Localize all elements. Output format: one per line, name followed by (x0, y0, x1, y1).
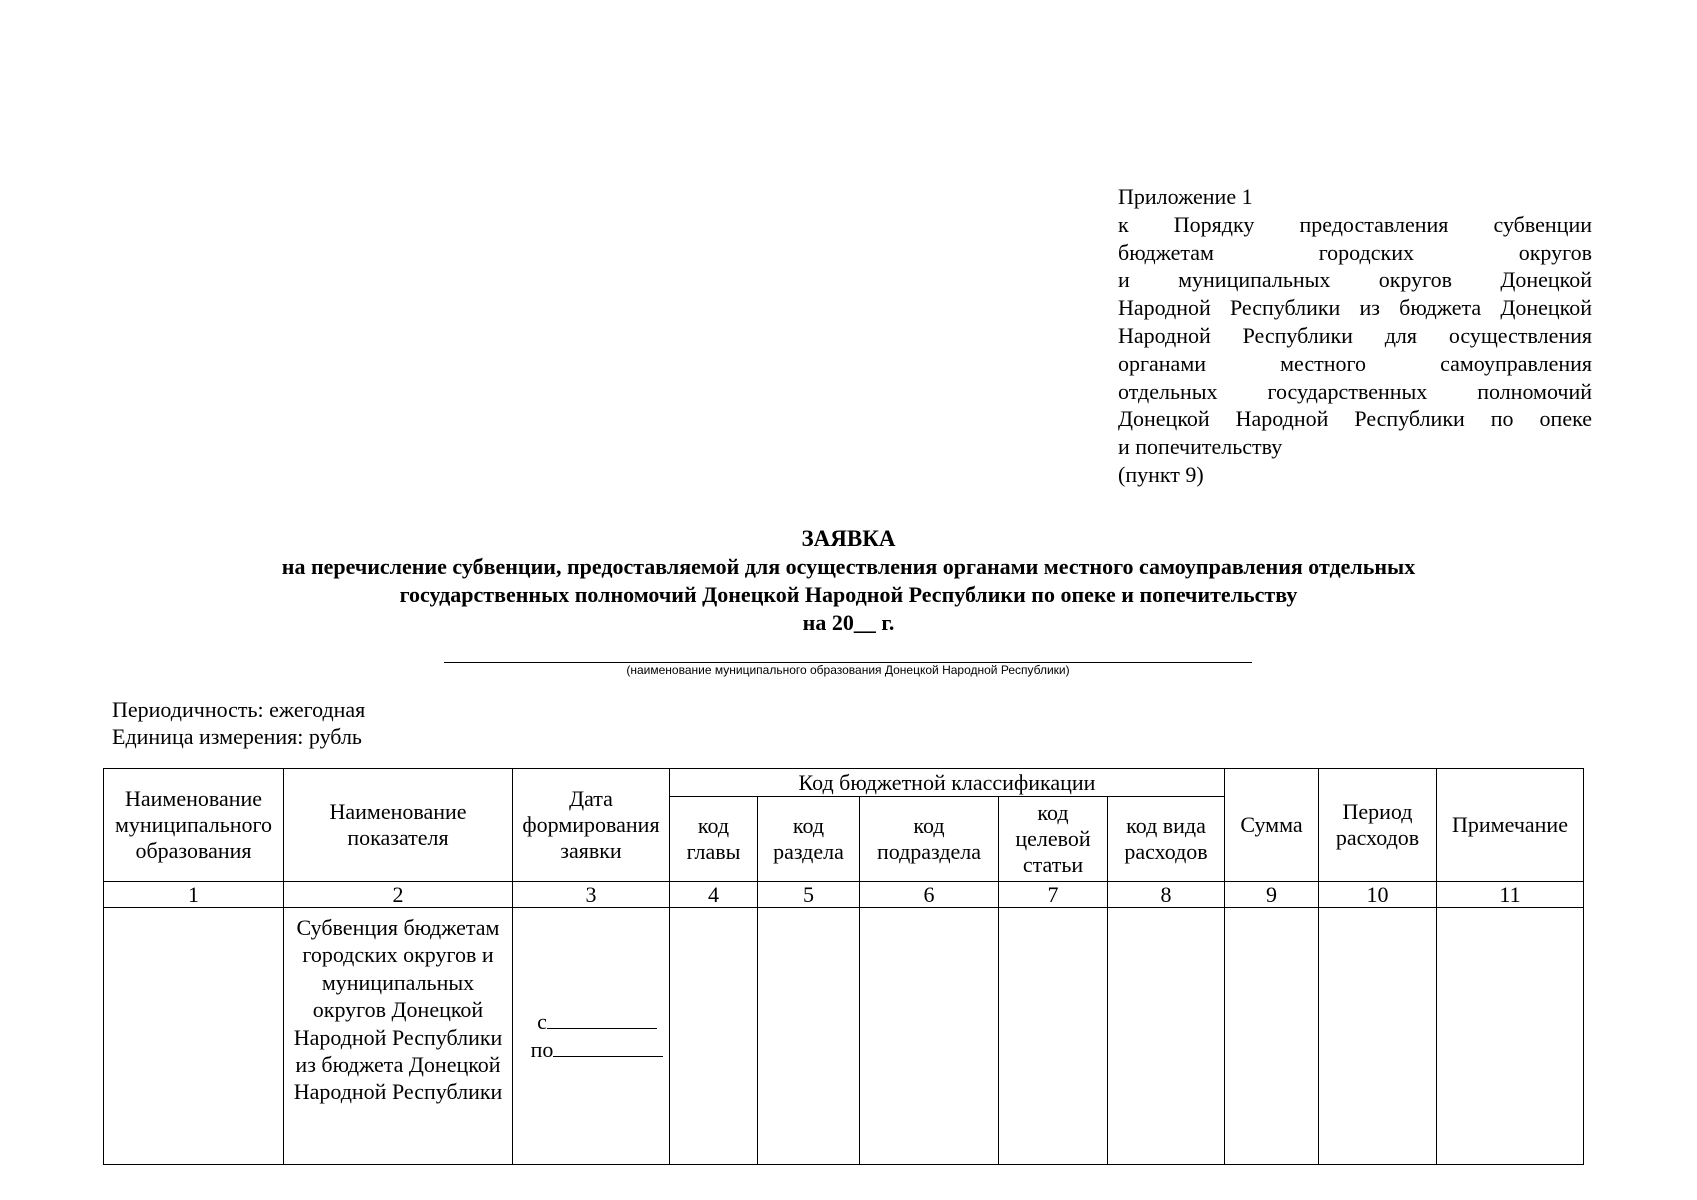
document-title (0, 525, 1697, 637)
appendix-line: и муниципальных округов Донецкой (1118, 267, 1592, 293)
header-date: Дата формирования заявки (513, 769, 670, 882)
title-line-1: на перечисление субвенции, предоставляемой для осуществления органами местного самоуправления отдельных (281, 554, 1416, 579)
date-from-label: с (537, 1009, 547, 1034)
column-number: 10 (1319, 882, 1437, 908)
appendix-line: бюджетам городских округов (1118, 239, 1592, 265)
header-section-code: код раздела (758, 797, 860, 882)
title-line-3: на 20__ г. (802, 610, 895, 635)
header-period: Период расходов (1319, 769, 1437, 882)
header-budget-classification: Код бюджетной классификации (670, 769, 1225, 797)
cell-municipality[interactable] (104, 908, 284, 1165)
cell-expense-type-code[interactable] (1108, 908, 1225, 1165)
appendix-note (1118, 183, 1592, 489)
report-meta (112, 696, 365, 750)
title-heading: ЗАЯВКА (801, 526, 896, 551)
header-target-code: код целевой статьи (999, 797, 1108, 882)
appendix-line: Народной Республики из бюджета Донецкой (1118, 295, 1592, 321)
cell-target-code[interactable] (999, 908, 1108, 1165)
column-number: 7 (999, 882, 1108, 908)
column-number: 6 (860, 882, 999, 908)
header-indicator: Наименование показателя (284, 769, 513, 882)
date-to-blank[interactable] (553, 1056, 663, 1057)
cell-period[interactable] (1319, 908, 1437, 1165)
date-from-blank[interactable] (547, 1028, 657, 1029)
header-expense-type-code: код вида расходов (1108, 797, 1225, 882)
column-number: 8 (1108, 882, 1225, 908)
appendix-line: Донецкой Народной Республики по опеке (1118, 406, 1592, 432)
date-to-label: по (530, 1037, 554, 1062)
unit-of-measure: Единица измерения: рубль (112, 724, 362, 749)
column-number: 9 (1225, 882, 1319, 908)
column-number: 11 (1437, 882, 1584, 908)
appendix-line: отдельных государственных полномочий (1118, 378, 1592, 404)
municipality-caption: (наименование муниципального образования Донецкой Народной Республики) (626, 663, 1070, 677)
cell-section-code[interactable] (758, 908, 860, 1165)
header-subsection-code: код подраздела (860, 797, 999, 882)
request-table (103, 768, 1584, 1165)
appendix-line: (пункт 9) (1118, 461, 1204, 487)
appendix-line: органами местного самоуправления (1118, 350, 1592, 376)
appendix-line: Народной Республики для осуществления (1118, 322, 1592, 348)
column-number: 5 (758, 882, 860, 908)
appendix-line: к Порядку предоставления субвенции (1118, 211, 1592, 237)
cell-chapter-code[interactable] (670, 908, 758, 1165)
cell-indicator: Субвенция бюджетам городских округов и муниципальных округов Донецкой Народной Республики из бюджета Донецкой Народной Республики (284, 908, 513, 1165)
cell-subsection-code[interactable] (860, 908, 999, 1165)
header-chapter-code: код главы (670, 797, 758, 882)
column-number: 3 (513, 882, 670, 908)
column-number: 1 (104, 882, 284, 908)
title-line-2: государственных полномочий Донецкой Народной Республики по опеке и попечительству (399, 582, 1298, 607)
appendix-line: и попечительству (1118, 434, 1283, 460)
header-amount: Сумма (1225, 769, 1319, 882)
header-note: Примечание (1437, 769, 1584, 882)
header-municipality: Наименование муниципального образования (104, 769, 284, 882)
cell-date-range[interactable] (513, 908, 670, 1165)
appendix-line: Приложение 1 (1118, 184, 1253, 209)
column-number: 4 (670, 882, 758, 908)
cell-amount[interactable] (1225, 908, 1319, 1165)
column-number: 2 (284, 882, 513, 908)
periodicity: Периодичность: ежегодная (112, 697, 366, 722)
cell-note[interactable] (1437, 908, 1584, 1165)
